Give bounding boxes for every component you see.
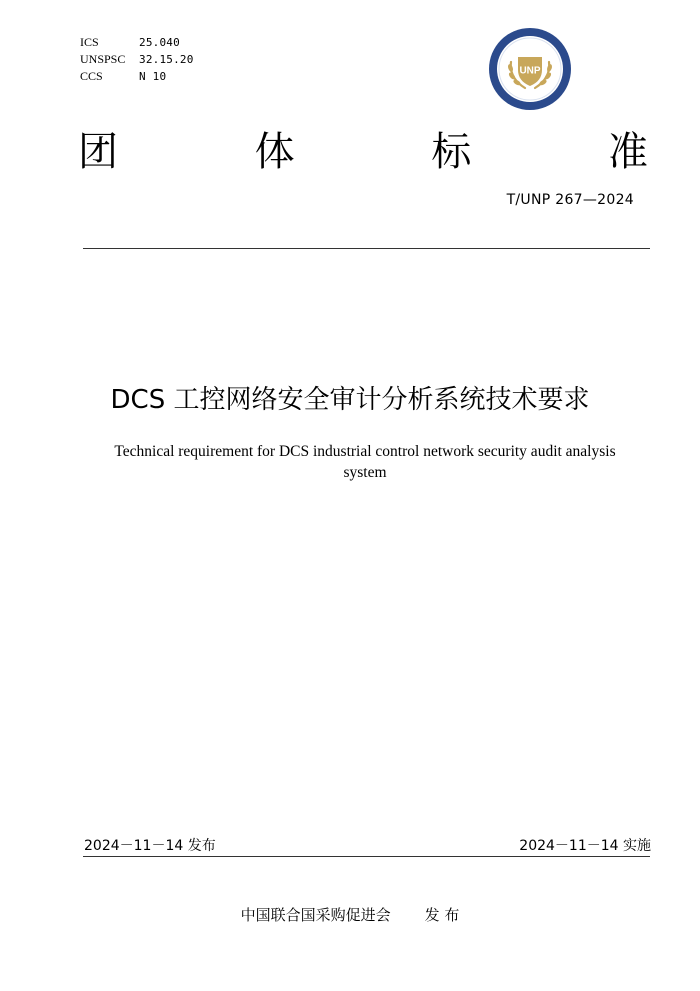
group-standard-heading [78,126,648,178]
ccs-row [80,68,194,85]
heading-char-4: 准 [607,129,648,175]
heading-char-3: 标 [431,129,472,175]
publisher-action: 发 布 [424,906,460,924]
implement-date: 2024－11－14 实施 [519,838,651,854]
publish-date: 2024－11－14 发布 [84,838,216,854]
ccs-label: CCS [80,69,103,83]
unspsc-label: UNSPSC [80,52,126,66]
publisher-line [0,904,700,925]
ics-row [80,34,194,51]
standard-number: T/UNP 267—2024 [506,192,634,208]
unp-logo [487,26,573,112]
unspsc-row [80,51,194,68]
publisher-name: 中国联合国采购促进会 [240,906,391,924]
ics-value: 25.040 [139,36,180,49]
ccs-value: N 10 [139,70,167,83]
logo-text: UNP [519,65,541,77]
english-title: Technical requirement for DCS industrial control network security audit analysis system [114,443,616,481]
heading-char-2: 体 [254,129,295,175]
ics-label: ICS [80,35,99,49]
classification-codes [80,34,194,85]
chinese-title: DCS 工控网络安全审计分析系统技术要求 [110,385,590,415]
bottom-divider [83,856,650,857]
top-divider [83,248,650,249]
heading-char-1: 团 [78,129,118,175]
unspsc-value: 32.15.20 [139,53,194,66]
